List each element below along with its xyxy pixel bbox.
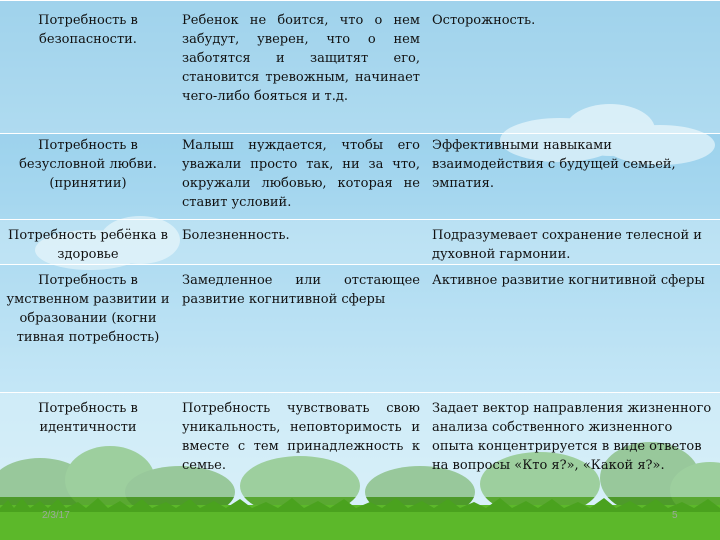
detail-cell: Малыш нуждается, чтобы его уважали просто так, ни за что, окружали любовью, которая не ставит условий. bbox=[176, 134, 426, 220]
need-cell: Потребность в безусловной любви.(принятии) bbox=[0, 134, 176, 220]
slide-date: 2/3/17 bbox=[42, 510, 70, 521]
result-cell: Подразумевает сохранение телесной и духовной гармонии. bbox=[426, 220, 720, 265]
detail-cell: Потребность чувствовать свою уникальность, неповторимость и вместе с тем принадлежность к семье. bbox=[176, 393, 426, 497]
need-cell: Потребность в безопасности. bbox=[0, 1, 176, 134]
detail-cell: Замедленное или отстающее развитие когнитивной сферы bbox=[176, 265, 426, 393]
table-row bbox=[0, 220, 720, 265]
detail-cell: Болезненность. bbox=[176, 220, 426, 265]
result-cell: Осторожность. bbox=[426, 1, 720, 134]
result-cell: Активное развитие когнитивной сферы bbox=[426, 265, 720, 393]
result-cell: Задает вектор направления жизненного анализа собственного жизненного опыта концентрируется в виде ответов на вопросы «Кто я?», «Какой я?». bbox=[426, 393, 720, 497]
need-cell: Потребность в идентичности bbox=[0, 393, 176, 497]
table-row bbox=[0, 265, 720, 393]
detail-cell: Ребенок не боится, что о нем забудут, уверен, что о нем заботятся и защитят его, становится тревожным, начинает чего-либо бояться и т.д. bbox=[176, 1, 426, 134]
need-cell: Потребность в умственном развитии и образовании (когни тивная потребность) bbox=[0, 265, 176, 393]
need-cell: Потребность ребёнка в здоровье bbox=[0, 220, 176, 265]
table-row bbox=[0, 1, 720, 134]
slide-number: 5 bbox=[672, 510, 678, 521]
table-row bbox=[0, 134, 720, 220]
result-cell: Эффективными навыками взаимодействия с будущей семьей, эмпатия. bbox=[426, 134, 720, 220]
table-row bbox=[0, 393, 720, 497]
